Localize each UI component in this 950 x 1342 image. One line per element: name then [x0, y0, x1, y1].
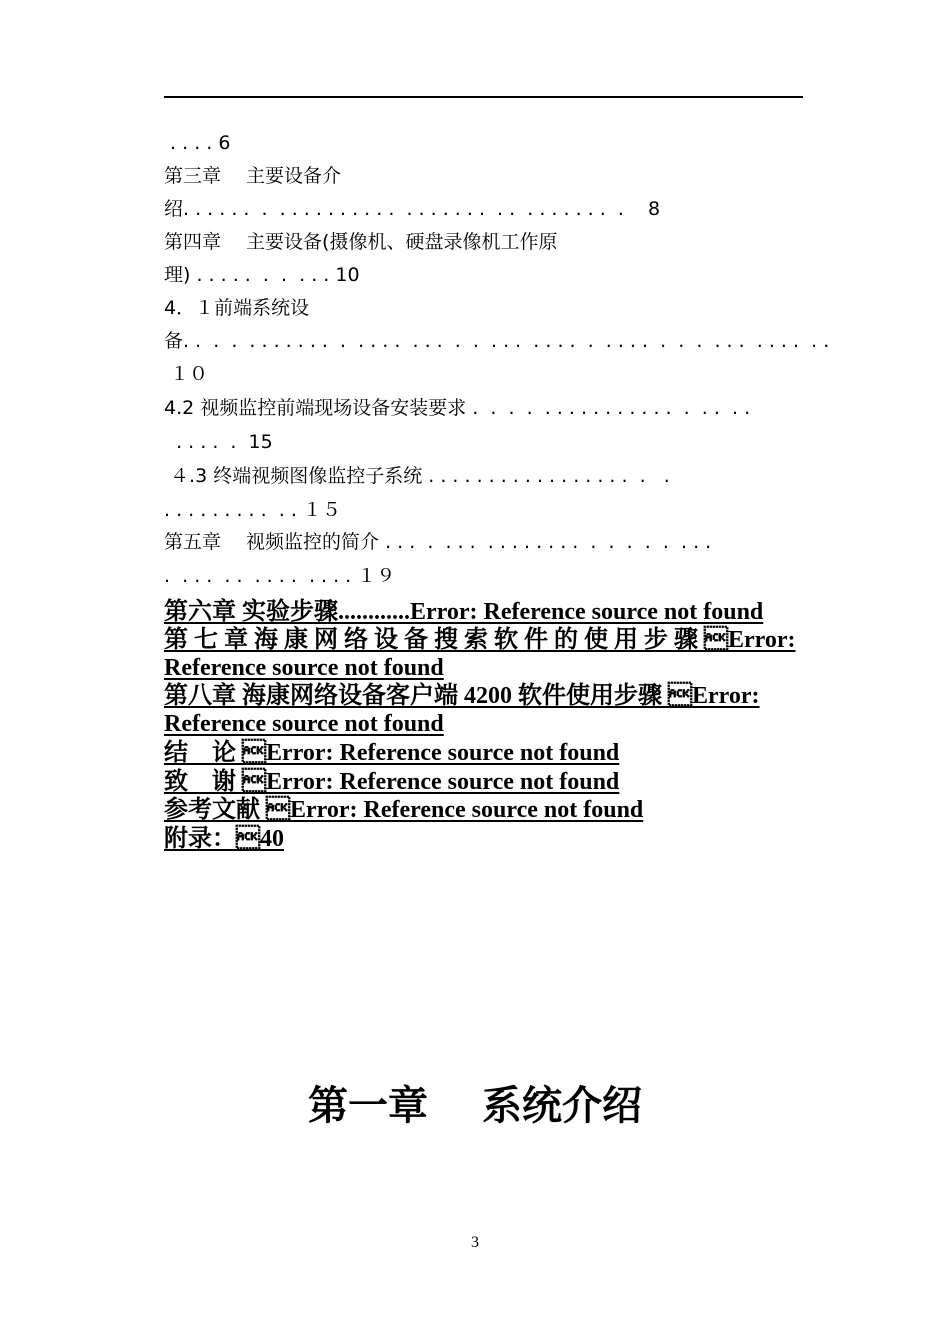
toc-line: . . . . . 15 [164, 431, 273, 453]
toc-line: 4．１前端系统设 [164, 297, 310, 319]
chapter-title: 第一章 系统介绍 [308, 1083, 642, 1129]
toc-line: ４.3 终端视频图像监控子系统 . . . . . . . . . . . . . . . . . . . [164, 465, 670, 487]
toc-entry-chapter8-cont[interactable]: Reference source not found [164, 711, 444, 737]
toc-entry-appendix[interactable]: 附录：40 [164, 826, 284, 852]
toc-entry-chapter7-cont[interactable]: Reference source not found [164, 655, 444, 681]
toc-line: . . . . . . . . . . . １５ [164, 499, 341, 521]
toc-entry-thanks[interactable]: 致 谢 Error: Reference source not found [164, 769, 620, 795]
toc-line: 绍. . . . . . . . . . . . . . . . . . . . . . . . . . . . . . . . . . 8 [164, 198, 661, 220]
toc-entry-chapter8[interactable]: 第八章 海康网络设备客户端 4200 软件使用步骤 Error: [164, 683, 760, 709]
toc-line: 备. . . . . . . . . . . . . . . . . . . . . . . . . . . . . . . . . . . . . . . . . . . . . [164, 330, 830, 352]
toc-entry-references[interactable]: 参考文献 Error: Reference source not found [164, 797, 644, 823]
toc-entry-chapter6[interactable]: 第六章 实验步骤............Error: Reference source not found [164, 599, 764, 625]
page-number: 3 [471, 1234, 479, 1251]
toc-line: 理) . . . . . . . . . . 10 [164, 264, 360, 286]
toc-line: 第三章 主要设备介 [164, 165, 342, 187]
toc-entry-chapter7[interactable]: 第 七 章 海 康 网 络 设 备 搜 索 软 件 的 使 用 步 骤 Error: [164, 627, 796, 653]
toc-line: 4.2 视频监控前端现场设备安装要求 . . . . . . . . . . . . . . . . . . . . [164, 397, 751, 419]
toc-line: . . . . 6 [164, 132, 231, 154]
toc-line: １０ [164, 363, 209, 385]
toc-line: . . . . . . . . . . . . . . １９ [164, 565, 396, 587]
toc-entry-conclusion[interactable]: 结 论 Error: Reference source not found [164, 740, 620, 766]
header-rule [164, 96, 803, 98]
toc-line: 第五章 视频监控的简介 . . . . . . . . . . . . . . . . . . . . . . . [164, 531, 712, 553]
toc-line: 第四章 主要设备(摄像机、硬盘录像机工作原 [164, 231, 558, 253]
